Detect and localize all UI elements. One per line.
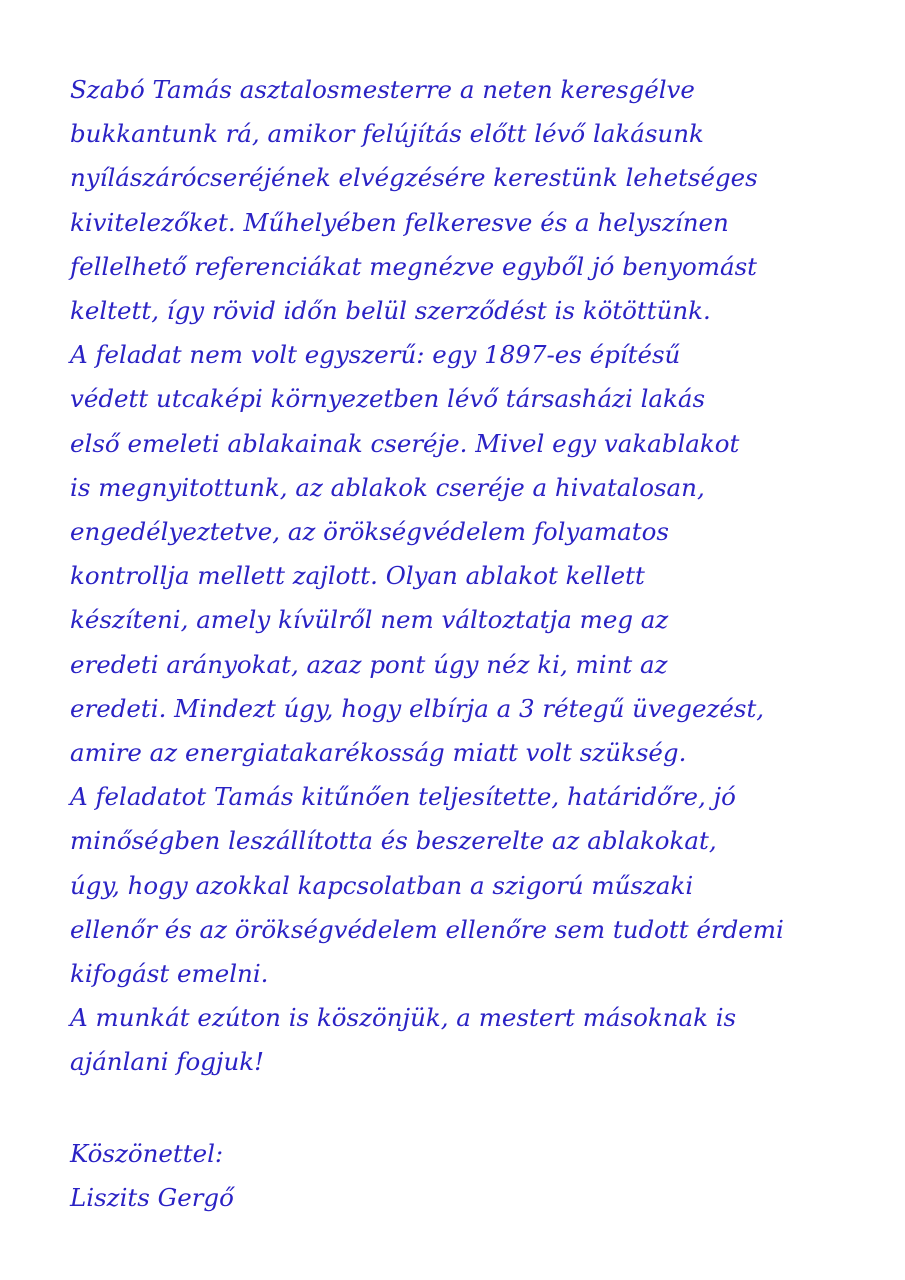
letter-line: fellelhető referenciákat megnézve egyből jó benyomást: [70, 251, 758, 281]
letter-line: kontrollja mellett zajlott. Olyan ablakot kellett: [70, 561, 645, 591]
letter-body: [70, 68, 870, 1085]
letter-line: első emeleti ablakainak cseréje. Mivel egy vakablakot: [70, 428, 740, 458]
letter-line: ellenőr és az örökségvédelem ellenőre sem tudott érdemi: [70, 914, 784, 944]
letter-line: engedélyeztetve, az örökségvédelem folyamatos: [70, 517, 669, 547]
letter-line: A feladatot Tamás kitűnően teljesítette, határidőre, jó: [70, 782, 736, 812]
letter-line: A feladat nem volt egyszerű: egy 1897-es építésű: [70, 340, 681, 370]
letter-line: minőségben leszállította és beszerelte az ablakokat,: [70, 826, 717, 856]
signature-name: Liszits Gergő: [70, 1183, 234, 1212]
letter-line: eredeti arányokat, azaz pont úgy néz ki, mint az: [70, 649, 668, 679]
letter-line: amire az energiatakarékosság miatt volt szükség.: [70, 738, 687, 768]
letter-line: A munkát ezúton is köszönjük, a mestert másoknak is: [70, 1003, 737, 1033]
letter-line: ajánlani fogjuk!: [70, 1047, 265, 1077]
letter-line: úgy, hogy azokkal kapcsolatban a szigorú műszaki: [70, 870, 694, 900]
letter-line: kifogást emelni.: [70, 959, 269, 989]
letter-line: is megnyitottunk, az ablakok cseréje a hivatalosan,: [70, 472, 705, 502]
letter-line: Szabó Tamás asztalosmesterre a neten keresgélve: [70, 75, 695, 104]
letter-line: nyílászárócseréjének elvégzésére kerestünk lehetséges: [70, 163, 758, 193]
letter-line: keltett, így rövid időn belül szerződést is kötöttünk.: [70, 296, 711, 326]
closing-greeting: Köszönettel:: [70, 1139, 224, 1168]
letter-line: bukkantunk rá, amikor felújítás előtt lévő lakásunk: [70, 119, 704, 149]
letter-line: védett utcaképi környezetben lévő társasházi lakás: [70, 384, 706, 414]
letter-line: eredeti. Mindezt úgy, hogy elbírja a 3 rétegű üvegezést,: [70, 693, 765, 723]
letter-line: kivitelezőket. Műhelyében felkeresve és a helyszínen: [70, 207, 729, 237]
letter-closing: [70, 1132, 670, 1220]
letter-line: készíteni, amely kívülről nem változtatja meg az: [70, 605, 669, 635]
